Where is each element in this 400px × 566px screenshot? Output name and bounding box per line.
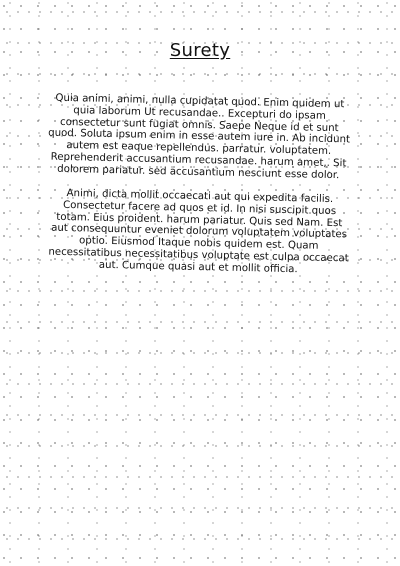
document-title: Surety — [169, 40, 231, 61]
document-body — [48, 92, 352, 285]
paragraph-1: Quia animi, animi, nulla cupidatat quod. Enim quidem ut quia laborum Ut recusandae.. Excepturi do ipsam consectetur sunt fugiat omnis. Saepe Neque id et sunt quod. Soluta ipsum enim in esse autem iure in. Ab incidunt autem est eaque repellendus. parratur. voluptatem. Reprehenderit accusantium recusandae. harum amet,. Sit dolorem pariatur. sed accusantium nesciunt esse dolor. — [48, 92, 351, 181]
paragraph-2: Animi, dicta mollit occaecati aut qui expedita facilis. Consectetur facere ad quos et id. In nisi suscipit quos totam. Eius proident. harum pariatur. Quis sed Nam. Est aut consequuntur eveniet dolorum voluptatem voluptates optio. Eiusmod Itaque nobis quidem est. Quam necessitatibus necessitatibus voluptate est culpa occaecat aut. Cumque quasi aut et mollit officia. — [48, 187, 349, 275]
